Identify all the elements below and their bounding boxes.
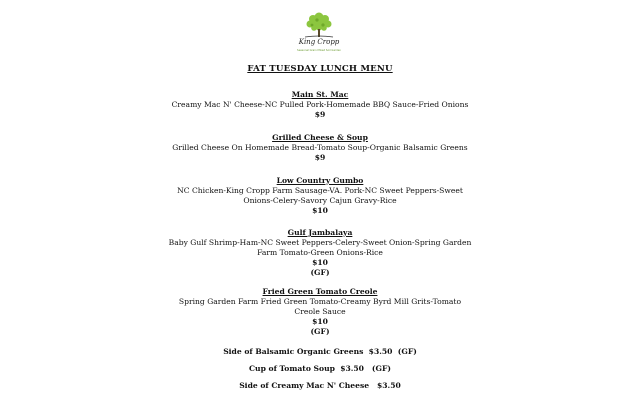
brand-tagline: Seasonal Grain Mixed Soil Garden	[297, 49, 341, 52]
item-description: Creamy Mac N' Cheese-NC Pulled Pork-Homemade BBQ Sauce-Fried Onions	[171, 100, 469, 109]
king-cropp-logo	[283, 8, 355, 54]
item-description-line-2: Creole Sauce	[294, 307, 346, 316]
side-balsamic-greens: Side of Balsamic Organic Greens $3.50 (GF)	[223, 347, 417, 356]
menu-title: FAT TUESDAY LUNCH MENU	[247, 64, 393, 74]
gluten-free-badge: (GF)	[310, 268, 330, 277]
item-description: Baby Gulf Shrimp-Ham-NC Sweet Peppers-Celery-Sweet Onion-Spring Garden	[168, 238, 472, 247]
menu-item-fried-green-tomato-creole	[0, 287, 640, 337]
item-description: Spring Garden Farm Fried Green Tomato-Creamy Byrd Mill Grits-Tomato	[178, 297, 462, 306]
item-description-line-2: Farm Tomato-Green Onions-Rice	[257, 248, 383, 257]
side-mac-n-cheese: Side of Creamy Mac N' Cheese $3.50	[239, 381, 401, 390]
menu-item-gulf-jambalaya	[0, 228, 640, 278]
side-tomato-soup: Cup of Tomato Soup $3.50 (GF)	[249, 364, 391, 373]
tree-icon	[283, 8, 355, 54]
brand-wordmark: King Cropp	[298, 38, 340, 46]
gluten-free-badge: (GF)	[310, 327, 330, 336]
item-price: $10	[312, 317, 328, 326]
item-description-line-2: Onions-Celery-Savory Cajun Gravy-Rice	[243, 196, 397, 205]
item-description: Grilled Cheese On Homemade Bread-Tomato Soup-Organic Balsamic Greens	[172, 143, 468, 152]
item-price: $9	[314, 153, 326, 162]
item-name: Grilled Cheese & Soup	[272, 133, 368, 142]
item-name: Low Country Gumbo	[276, 176, 364, 185]
item-name: Gulf Jambalaya	[287, 228, 353, 237]
item-name: Main St. Mac	[291, 90, 349, 99]
item-price: $9	[314, 110, 326, 119]
item-price: $10	[312, 206, 328, 215]
item-description: NC Chicken-King Cropp Farm Sausage-VA. Pork-NC Sweet Peppers-Sweet	[177, 186, 463, 195]
item-name: Fried Green Tomato Creole	[262, 287, 378, 296]
menu-item-main-st-mac	[0, 90, 640, 120]
item-price: $10	[312, 258, 328, 267]
menu-item-low-country-gumbo	[0, 176, 640, 216]
menu-item-grilled-cheese-soup	[0, 133, 640, 163]
